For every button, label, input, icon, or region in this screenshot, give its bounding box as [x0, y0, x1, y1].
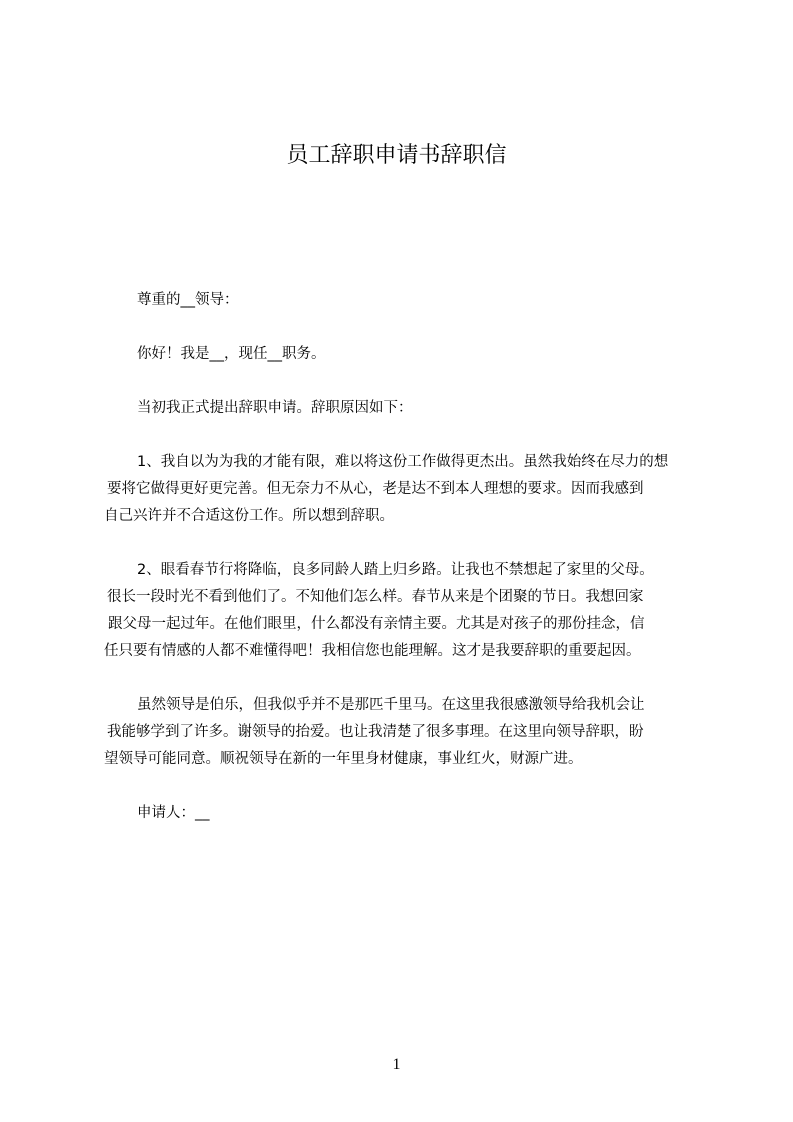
page-number: 1	[392, 1056, 401, 1073]
paragraph-line: 1、我自以为为我的才能有限，难以将这份工作做得更杰出。虽然我始终在尽力的想	[137, 454, 669, 470]
intro-line: 你好！我是__，现任__职务。	[137, 346, 326, 362]
greeting-line: 尊重的__领导：	[137, 292, 239, 308]
paragraph-line: 虽然领导是伯乐，但我似乎并不是那匹千里马。在这里我很感激领导给我机会让	[137, 697, 645, 713]
paragraph-line: 2、眼看春节行将降临，良多同龄人踏上归乡路。让我也不禁想起了家里的父母。	[137, 562, 654, 578]
paragraph-line: 望领导可能同意。顺祝领导在新的一年里身材健康，事业红火，财源广进。	[104, 751, 583, 767]
reason-intro-line: 当初我正式提出辞职申请。辞职原因如下：	[137, 400, 413, 416]
paragraph-line: 自己兴许并不合适这份工作。所以想到辞职。	[104, 508, 394, 524]
applicant-line: 申请人：__	[137, 805, 210, 821]
paragraph-line: 跟父母一起过年。在他们眼里，什么都没有亲情主要。尤其是对孩子的那份挂念，信	[108, 616, 645, 632]
paragraph-line: 我能够学到了许多。谢领导的抬爱。也让我清楚了很多事理。在这里向领导辞职，盼	[107, 724, 644, 740]
paragraph-line: 要将它做得更好更完善。但无奈力不从心，老是达不到本人理想的要求。因而我感到	[107, 481, 644, 497]
paragraph-line: 很长一段时光不看到他们了。不知他们怎么样。春节从来是个团聚的节日。我想回家	[107, 589, 644, 605]
paragraph-line: 任只要有情感的人都不难懂得吧！我相信您也能理解。这才是我要辞职的重要起因。	[104, 643, 641, 659]
document-title: 员工辞职申请书辞职信	[286, 143, 507, 168]
